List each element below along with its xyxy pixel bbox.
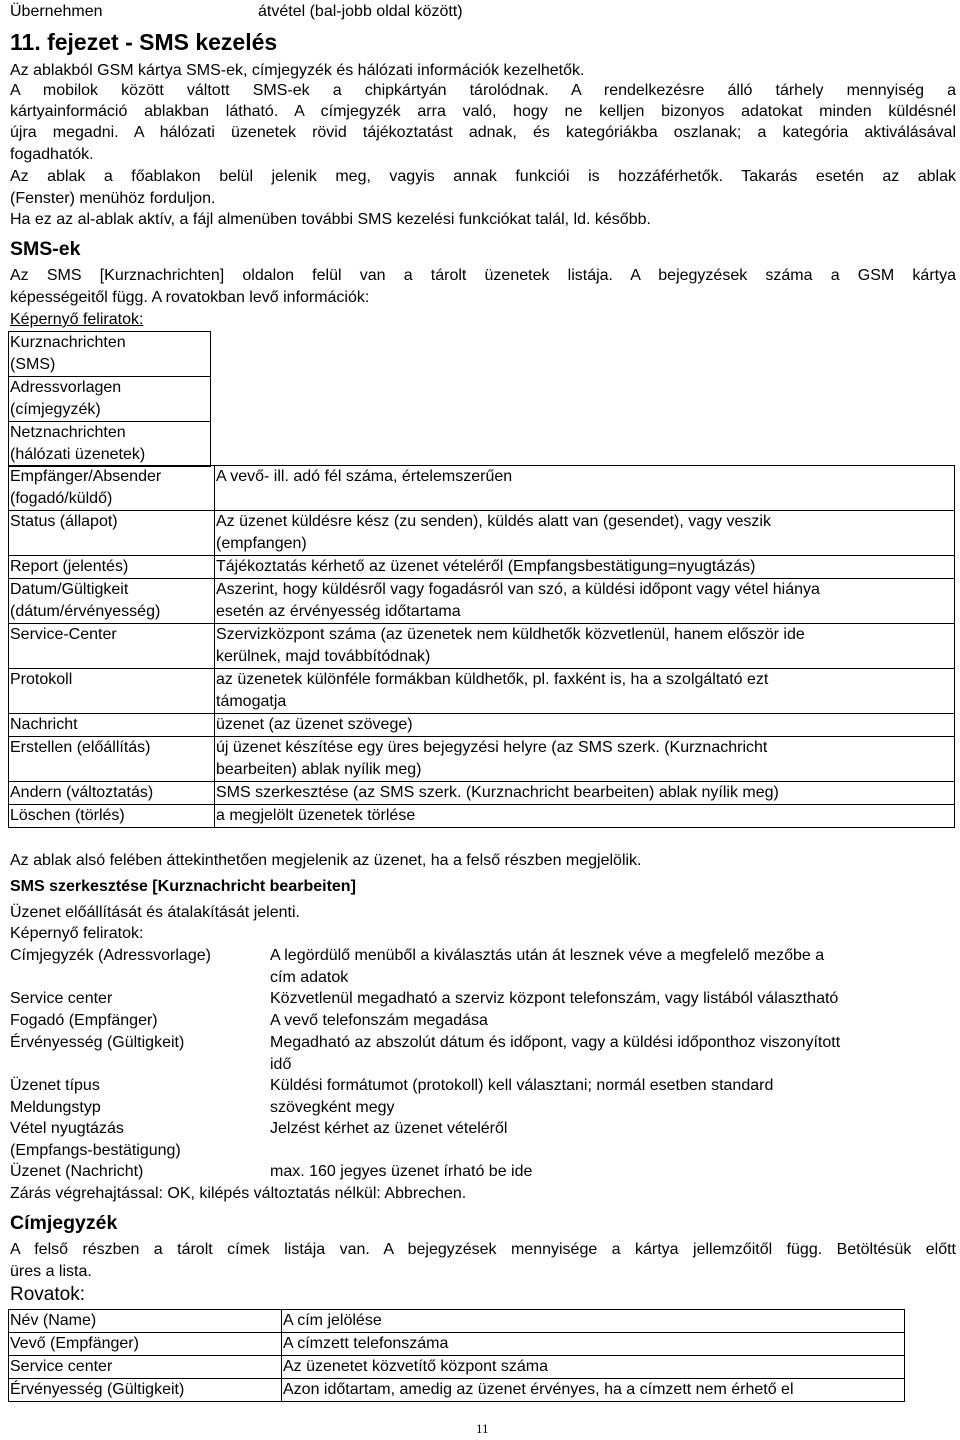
intro-line: Ha ez az al-ablak aktív, a fájl almenüben további SMS kezelési funkciókat talál, ld. később. xyxy=(10,211,651,228)
column-label: Status (állapot) xyxy=(9,511,215,556)
column-label: Datum/Gültigkeit (dátum/érvényesség) xyxy=(9,579,215,624)
addr-paragraph-line: üres a lista. xyxy=(10,1263,92,1280)
screen-labels-heading: Képernyő feliratok: xyxy=(10,311,144,328)
field-label: Érvényesség (Gültigkeit) xyxy=(9,1379,282,1402)
section-heading-edit: SMS szerkesztése [Kurznachricht bearbeiten] xyxy=(10,878,356,895)
field-label: Vevő (Empfänger) xyxy=(9,1333,282,1356)
tab-cell-addresses xyxy=(9,377,211,422)
column-description: új üzenet készítése egy üres bejegyzési helyre (az SMS szerk. (Kurznachricht bearbeiten) ablak nyílik meg) xyxy=(215,737,955,782)
field-label: Név (Name) xyxy=(9,1310,282,1333)
table-row xyxy=(9,1379,905,1402)
intro-line: (Fenster) menühöz forduljon. xyxy=(10,190,216,207)
column-label: Erstellen (előállítás) xyxy=(9,737,215,782)
intro-line: Az ablak a főablakon belül jelenik meg, vagyis annak funkciói is hozzáférhetők. Takarás esetén az ablak xyxy=(10,168,956,185)
tab-label-translation: (hálózati üzenetek) xyxy=(10,446,146,463)
table-row xyxy=(9,714,955,737)
term-translation: átvétel (bal-jobb oldal között) xyxy=(258,3,463,20)
column-description: Aszerint, hogy küldésről vagy fogadásról van szó, a küldési időpont vagy vétel hiánya esetén az érvényesség időtartama xyxy=(215,579,955,624)
chapter-title: 11. fejezet - SMS kezelés xyxy=(10,29,278,55)
edit-row-label: Érvényesség (Gültigkeit) xyxy=(10,1034,185,1051)
table-row xyxy=(9,805,955,828)
tab-label: Adressvorlagen xyxy=(10,379,122,396)
edit-row-label: Vétel nyugtázás (Empfangs-bestätigung) xyxy=(10,1120,181,1159)
edit-row-description: max. 160 jegyes üzenet írható be ide xyxy=(270,1163,533,1180)
column-label: Service-Center xyxy=(9,624,215,669)
fields-table xyxy=(8,1309,905,1402)
column-label: Empfänger/Absender (fogadó/küldő) xyxy=(9,466,215,511)
field-description: Azon időtartam, amedig az üzenet érvényes, ha a címzett nem érhető el xyxy=(282,1379,905,1402)
intro-line: kártyainformáció ablakban látható. A címjegyzék arra való, hogy ne kelljen bizonyos adatokat minden küldésnél xyxy=(10,103,956,120)
tabs-box xyxy=(8,331,211,467)
after-table-text: Az ablak alsó felében áttekinthetően megjelenik az üzenet, ha a felső részben megjelölik. xyxy=(10,852,642,869)
column-description: az üzenetek különféle formákban küldhetők, pl. faxként is, ha a szolgáltató ezt támogatja xyxy=(215,669,955,714)
sms-paragraph-line: képességeitől függ. A rovatokban levő információk: xyxy=(10,289,370,306)
field-description: A cím jelölése xyxy=(282,1310,905,1333)
column-description: a megjelölt üzenetek törlése xyxy=(215,805,955,828)
column-description: Szervizközpont száma (az üzenetek nem küldhetők közvetlenül, hanem először ide kerülnek, majd továbbítódnak) xyxy=(215,624,955,669)
table-row xyxy=(9,556,955,579)
tab-cell-sms xyxy=(9,332,211,377)
edit-labels-heading: Képernyő feliratok: xyxy=(10,925,144,942)
edit-row-description: Küldési formátumot (protokoll) kell választani; normál esetben standard szövegként megy xyxy=(270,1077,774,1116)
column-description: A vevő- ill. adó fél száma, értelemszerűen xyxy=(215,466,955,511)
table-row xyxy=(9,1356,905,1379)
term-label: Übernehmen xyxy=(10,3,103,20)
field-description: A címzett telefonszáma xyxy=(282,1333,905,1356)
edit-row-description: Jelzést kérhet az üzenet vételéről xyxy=(270,1120,508,1137)
edit-row-label: Service center xyxy=(10,990,113,1007)
tab-label: Kurznachrichten xyxy=(10,334,126,351)
tab-label-translation: (SMS) xyxy=(10,356,56,373)
column-label: Andern (változtatás) xyxy=(9,782,215,805)
edit-row-label: Címjegyzék (Adressvorlage) xyxy=(10,947,211,964)
edit-row-description: A vevő telefonszám megadása xyxy=(270,1012,488,1029)
column-description: Az üzenet küldésre kész (zu senden), küldés alatt van (gesendet), vagy veszik (empfangen) xyxy=(215,511,955,556)
edit-row-description: Megadható az abszolút dátum és időpont, vagy a küldési időponthoz viszonyított idő xyxy=(270,1034,841,1073)
tab-label: Netznachrichten xyxy=(10,424,126,441)
intro-line: újra megadni. A hálózati üzenetek rövid tájékoztatást adnak, és kategóriákba oszlanak; a kategória aktiválásával xyxy=(10,124,956,141)
close-instructions: Zárás végrehajtással: OK, kilépés változtatás nélkül: Abbrechen. xyxy=(10,1185,467,1202)
table-row xyxy=(9,466,955,511)
table-row xyxy=(9,511,955,556)
intro-line: fogadhatók. xyxy=(10,146,94,163)
tab-cell-network xyxy=(9,422,211,467)
columns-table xyxy=(8,465,955,828)
column-description: SMS szerkesztése (az SMS szerk. (Kurznachricht bearbeiten) ablak nyílik meg) xyxy=(215,782,955,805)
tab-label-translation: (címjegyzék) xyxy=(10,401,101,418)
section-heading-sms: SMS-ek xyxy=(10,238,81,260)
edit-row-label: Fogadó (Empfänger) xyxy=(10,1012,158,1029)
intro-line: Az ablakból GSM kártya SMS-ek, címjegyzék és hálózati információk kezelhetők. xyxy=(10,62,585,79)
table-row xyxy=(9,579,955,624)
column-label: Report (jelentés) xyxy=(9,556,215,579)
field-label: Service center xyxy=(9,1356,282,1379)
addr-paragraph-line: A felső részben a tárolt címek listája van. A bejegyzések mennyisége a kártya jellemzőitől függ. Betöltésük előtt xyxy=(10,1241,956,1258)
edit-row-description: Közvetlenül megadható a szerviz központ telefonszám, vagy listából választható xyxy=(270,990,839,1007)
sms-paragraph-line: Az SMS [Kurznachrichten] oldalon felül van a tárolt üzenetek listája. A bejegyzések száma a GSM kártya xyxy=(10,267,956,284)
column-label: Löschen (törlés) xyxy=(9,805,215,828)
column-label: Protokoll xyxy=(9,669,215,714)
table-row xyxy=(9,1310,905,1333)
edit-row-label: Üzenet típus Meldungstyp xyxy=(10,1077,101,1116)
edit-row-label: Üzenet (Nachricht) xyxy=(10,1163,144,1180)
edit-row-description: A legördülő menüből a kiválasztás után át lesznek véve a megfelelő mezőbe a cím adatok xyxy=(270,947,825,986)
column-description: Tájékoztatás kérhető az üzenet vételéről (Empfangsbestätigung=nyugtázás) xyxy=(215,556,955,579)
section-heading-addresses: Címjegyzék xyxy=(10,1212,118,1234)
table-row xyxy=(9,669,955,714)
edit-intro: Üzenet előállítását és átalakítását jelenti. xyxy=(10,904,300,921)
fields-heading: Rovatok: xyxy=(10,1284,85,1305)
table-row xyxy=(9,1333,905,1356)
column-label: Nachricht xyxy=(9,714,215,737)
field-description: Az üzenetet közvetítő központ száma xyxy=(282,1356,905,1379)
table-row xyxy=(9,624,955,669)
page-number: 11 xyxy=(476,1421,489,1436)
intro-line: A mobilok között váltott SMS-ek a chipkártyán tárolódnak. A rendelkezésre álló tárhely mennyiség a xyxy=(10,82,956,99)
table-row xyxy=(9,782,955,805)
table-row xyxy=(9,737,955,782)
column-description: üzenet (az üzenet szövege) xyxy=(215,714,955,737)
